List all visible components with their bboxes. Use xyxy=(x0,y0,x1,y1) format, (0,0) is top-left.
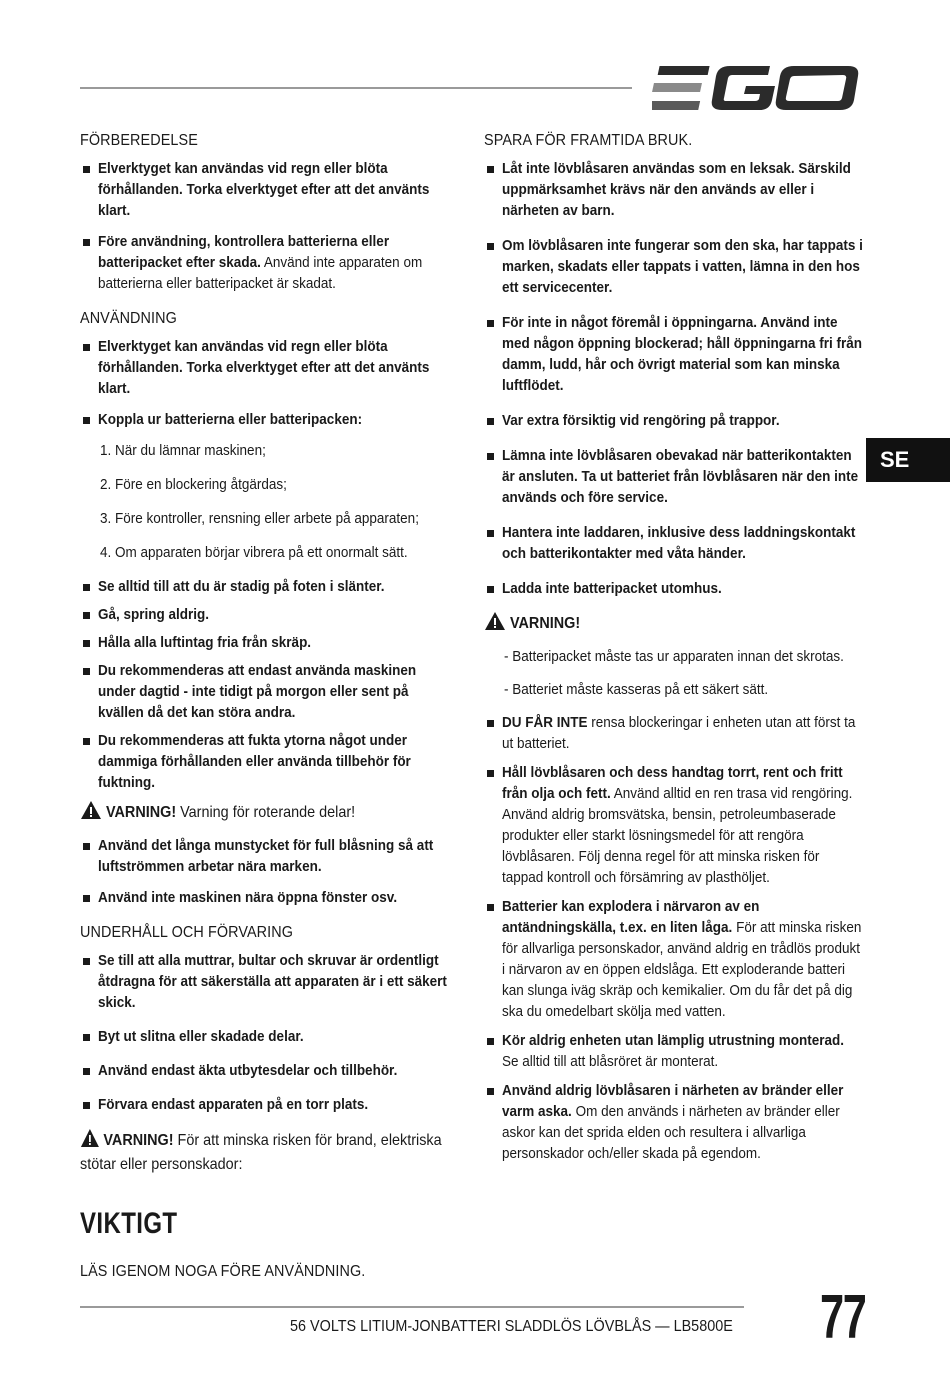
list-item: Koppla ur batterierna eller batteripacken: xyxy=(80,409,455,430)
warning-rotating-parts: VARNING! Varning för roterande delar! xyxy=(80,800,455,825)
list-item: Använd det långa munstycket för full blåsning så att luftströmmen arbetar nära marken. xyxy=(80,835,455,877)
warning-triangle-icon xyxy=(80,1128,100,1148)
warning-battery-disposal: VARNING! xyxy=(484,611,864,636)
list-item: Kör aldrig enheten utan lämplig utrustning monterad. Se alltid till att blåsröret är monterat. xyxy=(484,1030,864,1072)
list-item: Se alltid till att du är stadig på foten i slänter. xyxy=(80,576,455,597)
list-item: Håll lövblåsaren och dess handtag torrt, rent och fritt från olja och fett. Använd alltid en ren trasa vid rengöring. Använd aldrig bromsvätska, bensin, petroleumbaserade produkter eller starkt lösningsmedel för att rengöra lövblåsaren. Följ denna regel för att minska risken för tappad kontroll och försämring av plasthöljet. xyxy=(484,762,864,888)
list-item: Använd aldrig lövblåsaren i närheten av bränder eller varm aska. Om den används i närheten av bränder eller askor kan det sprida elden och resultera i allvarliga personskador och/eller skada på egendom. xyxy=(484,1080,864,1164)
warning-triangle-icon xyxy=(80,800,102,820)
footer-rule xyxy=(80,1306,744,1308)
section-heading-usage: ANVÄNDNING xyxy=(80,310,177,327)
list-item: Om lövblåsaren inte fungerar som den ska, har tappats i marken, skadats eller tappats i vatten, lämna in den hos ett servicecenter. xyxy=(484,235,864,298)
list-item: Förvara endast apparaten på en torr plats. xyxy=(80,1094,455,1115)
list-item: Se till att alla muttrar, bultar och skruvar är ordentligt åtdragna för att säkerställa att apparaten är i ett säkert skick. xyxy=(80,950,455,1013)
numbered-item: 4. Om apparaten börjar vibrera på ett onormalt sätt. xyxy=(100,544,408,561)
list-item: Låt inte lövblåsaren användas som en leksak. Särskild uppmärksamhet krävs när den används av eller i närheten av barn. xyxy=(484,158,864,221)
list-item: Före användning, kontrollera batterierna eller batteripacket efter skada. Använd inte apparaten om batterierna eller batteripacket är skadat. xyxy=(80,231,455,294)
language-tab: SE xyxy=(866,438,950,482)
numbered-item: 3. Före kontroller, rensning eller arbete på apparaten; xyxy=(100,510,419,527)
header-rule xyxy=(80,87,632,89)
right-column xyxy=(484,132,864,1172)
section-heading-maintenance: UNDERHÅLL OCH FÖRVARING xyxy=(80,924,294,941)
list-item: Lämna inte lövblåsaren obevakad när batterikontakten är ansluten. Ta ut batteriet från lövblåsaren när den inte används och före service. xyxy=(484,445,864,508)
important-heading: VIKTIGT xyxy=(80,1207,178,1240)
list-item: För inte in något föremål i öppningarna. Använd inte med någon öppning blockerad; håll öppningarna fri från damm, ludd, hår och övrigt material som kan minska luftflödet. xyxy=(484,312,864,396)
list-item: Batterier kan explodera i närvaron av en antändningskälla, t.ex. en liten låga. För att minska risken för allvarliga personskador, använd aldrig en trådlös produkt i närvaron av en öppen eldslåga. Ett exploderande batteri kan slunga iväg skräp och kemikalier. Om du får det på dig ska du omedelbart skölja med vatten. xyxy=(484,896,864,1022)
warning-triangle-icon xyxy=(484,611,506,631)
list-item: Gå, spring aldrig. xyxy=(80,604,455,625)
list-item: Elverktyget kan användas vid regn eller blöta förhållanden. Torka elverktyget efter att det använts klart. xyxy=(80,158,455,221)
list-item: Elverktyget kan användas vid regn eller blöta förhållanden. Torka elverktyget efter att det använts klart. xyxy=(80,336,455,399)
section-heading-save: SPARA FÖR FRAMTIDA BRUK. xyxy=(484,132,693,149)
list-item: Använd endast äkta utbytesdelar och tillbehör. xyxy=(80,1060,455,1081)
footer-title: 56 VOLTS LITIUM-JONBATTERI SLADDLÖS LÖVBLÅS — LB5800E xyxy=(290,1318,733,1335)
page-number: 77 xyxy=(820,1283,866,1352)
left-column xyxy=(80,132,455,1289)
ego-logo xyxy=(652,64,862,112)
list-item: Du rekommenderas att fukta ytorna något under dammiga förhållanden eller använda tillbehör för fuktning. xyxy=(80,730,455,793)
dash-item: - Batteriet måste kasseras på ett säkert sätt. xyxy=(504,681,769,698)
list-item: Var extra försiktig vid rengöring på trappor. xyxy=(484,410,864,431)
numbered-item: 1. När du lämnar maskinen; xyxy=(100,442,266,459)
list-item: Använd inte maskinen nära öppna fönster osv. xyxy=(80,887,455,908)
section-heading-preparation: FÖRBEREDELSE xyxy=(80,132,198,149)
list-item: Hålla alla luftintag fria från skräp. xyxy=(80,632,455,653)
list-item: Byt ut slitna eller skadade delar. xyxy=(80,1026,455,1047)
read-carefully-note: LÄS IGENOM NOGA FÖRE ANVÄNDNING. xyxy=(80,1263,366,1280)
numbered-item: 2. Före en blockering åtgärdas; xyxy=(100,476,287,493)
dash-item: - Batteripacket måste tas ur apparaten innan det skrotas. xyxy=(504,648,844,665)
list-item: Ladda inte batteripacket utomhus. xyxy=(484,578,864,599)
list-item: Hantera inte laddaren, inklusive dess laddningskontakt och batterikontakter med våta händer. xyxy=(484,522,864,564)
list-item: Du rekommenderas att endast använda maskinen under dagtid - inte tidigt på morgon eller sent på kvällen då det kan störa andra. xyxy=(80,660,455,723)
warning-fire-shock: VARNING! För att minska risken för brand, elektriska stötar eller personskador: xyxy=(80,1128,455,1177)
list-item: DU FÅR INTE rensa blockeringar i enheten utan att först ta ut batteriet. xyxy=(484,712,864,754)
